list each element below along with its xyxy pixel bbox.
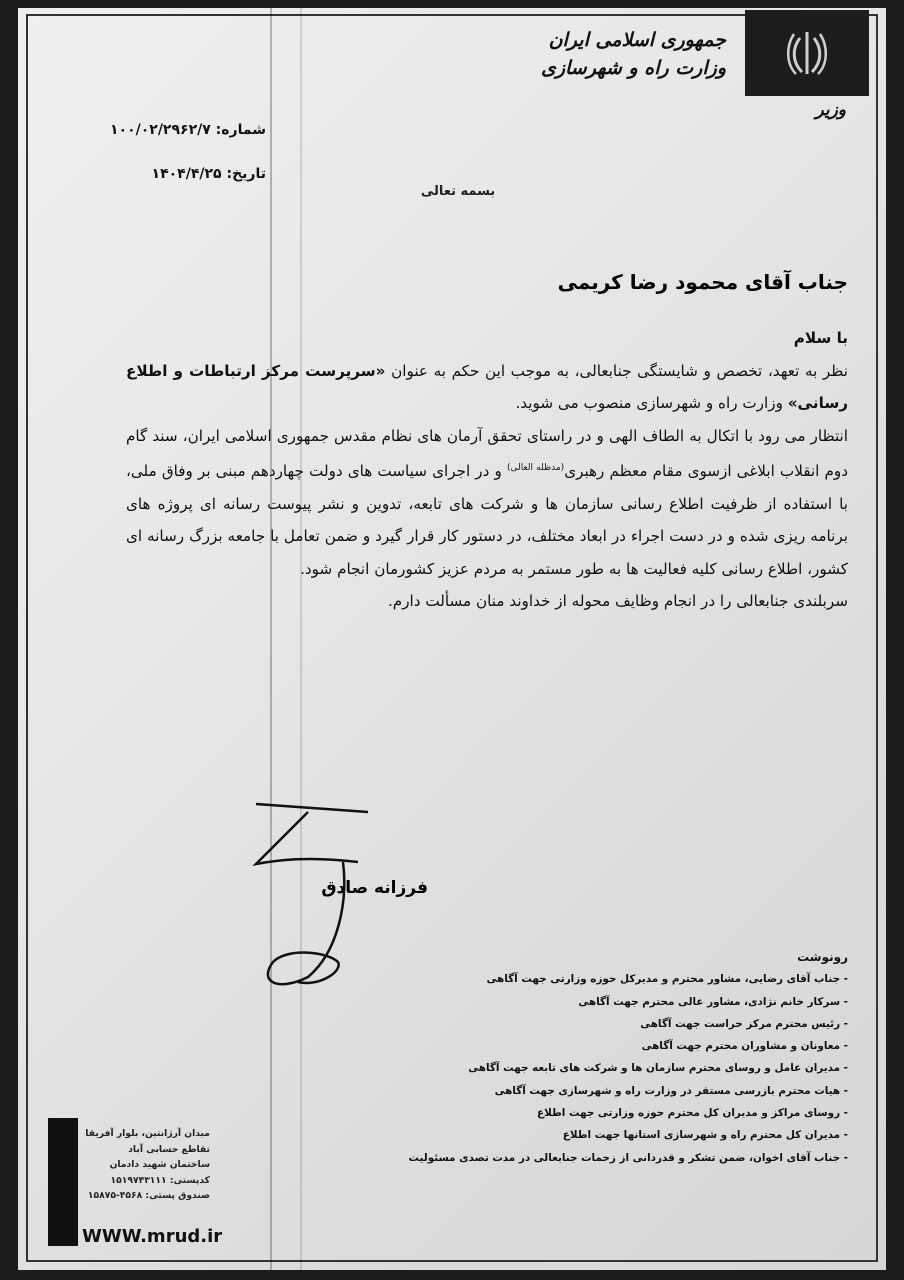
expectations-text: انتظار می رود با اتکال به الطاف الهی و در راستای تحقق آرمان های نظام مقدس جمهوری اسلامی ایران، سند گام دوم انقلاب ابلاغی ازسوی مقام معظم رهبری [126, 426, 848, 481]
country-name: جمهوری اسلامی ایران [548, 29, 726, 51]
signer-name: فرزانه صادق [321, 878, 428, 898]
footer-bar [48, 1118, 78, 1246]
paper-fold [270, 8, 272, 1270]
cc-item: - جناب آقای اخوان، ضمن تشکر و قدردانی از زحمات جنابعالی در مدت تصدی مسئولیت [408, 1151, 848, 1164]
cc-item: - مدیران عامل و روسای محترم سازمان ها و شرکت های تابعه جهت آگاهی [468, 1062, 848, 1075]
address-line: تقاطع حسابی آباد [128, 1143, 210, 1155]
ministry-name: وزارت راه و شهرسازی [540, 57, 726, 79]
bismillah: بسمه تعالی [420, 184, 496, 199]
letter-number: شماره: ۱۰۰/۰۲/۲۹۶۲/۷ [109, 122, 266, 138]
website-link[interactable]: WWW.mrud.ir [82, 1226, 223, 1247]
cc-item: - معاونان و مشاوران محترم جهت آگاهی [641, 1040, 848, 1053]
address-line: میدان آرژانتین، بلوار آفریقا [85, 1128, 210, 1139]
recipient-name: جناب آقای محمود رضا کریمی [557, 270, 848, 294]
emblem-logo [745, 10, 869, 96]
office-label: وزیر [815, 100, 846, 120]
cc-item: - سرکار خانم نژادی، مشاور عالی محترم جهت آگاهی [578, 995, 848, 1008]
cc-item: - روسای مراکز و مدیران کل محترم حوزه وزارتی جهت اطلاع [537, 1107, 848, 1120]
appointment-title: «سرپرست مرکز ارتباطات و اطلاع رسانی» [126, 361, 848, 412]
letterhead-title [506, 26, 726, 82]
honorific-note: (مدظله العالی) [506, 463, 565, 473]
appointment-text: نظر به تعهد، تخصص و شایستگی جنابعالی، به موجب این حکم به عنوان [385, 361, 848, 380]
cc-title: رونوشت [797, 950, 848, 964]
cc-item: - مدیران کل محترم راه و شهرسازی استانها جهت اطلاع [562, 1129, 848, 1142]
greeting: با سلام [793, 329, 848, 347]
expectations-text-end: و در اجرای سیاست های دولت چهاردهم مبنی بر وفاق ملی، با استفاده از ظرفیت اطلاع رسانی سازمان ها و شرکت های تابعه، تدوین و نشر پیوست رسانه ای پروژه های برنامه ریزی شده و در دست اجراء در ابعاد مختلف، در دستور کار قرار گیرد و ضمن تعامل با جامعه بزرگ رسانه ای کشور، اطلاع رسانی کلیه فعالیت ها به طور مستمر به مردم عزیز کشورمان انجام شود. [126, 462, 848, 578]
emblem-icon [782, 28, 832, 78]
letter-sheet [18, 8, 886, 1270]
paragraph-expectations [126, 420, 848, 586]
paragraph-appointment [126, 355, 848, 420]
paragraph-closing: سربلندی جنابعالی را در انجام وظایف محوله از خداوند منان مسألت دارم. [387, 592, 848, 611]
appointment-text-end: وزارت راه و شهرسازی منصوب می شوید. [515, 394, 788, 412]
letter-body [126, 322, 848, 618]
address-line: صندوق پستی: ۴۵۶۸-۱۵۸۷۵ [87, 1190, 210, 1201]
cc-list [408, 946, 848, 1169]
reference-block [56, 108, 266, 196]
address-line: کدپستی: ۱۵۱۹۷۴۳۱۱۱ [110, 1174, 210, 1186]
footer-address [78, 1126, 210, 1204]
cc-item: - هیات محترم بازرسی مستقر در وزارت راه و شهرسازی جهت آگاهی [494, 1084, 848, 1097]
cc-item: - جناب آقای رضایی، مشاور محترم و مدیرکل حوزه وزارتی جهت آگاهی [486, 973, 848, 986]
handwritten-signature [248, 802, 398, 1002]
address-line: ساختمان شهید دادمان [109, 1159, 210, 1170]
paper-fold [300, 8, 302, 1270]
letter-date: تاریخ: ۱۴۰۴/۴/۲۵ [151, 166, 266, 182]
cc-item: - رئیس محترم مرکز حراست جهت آگاهی [640, 1017, 848, 1030]
